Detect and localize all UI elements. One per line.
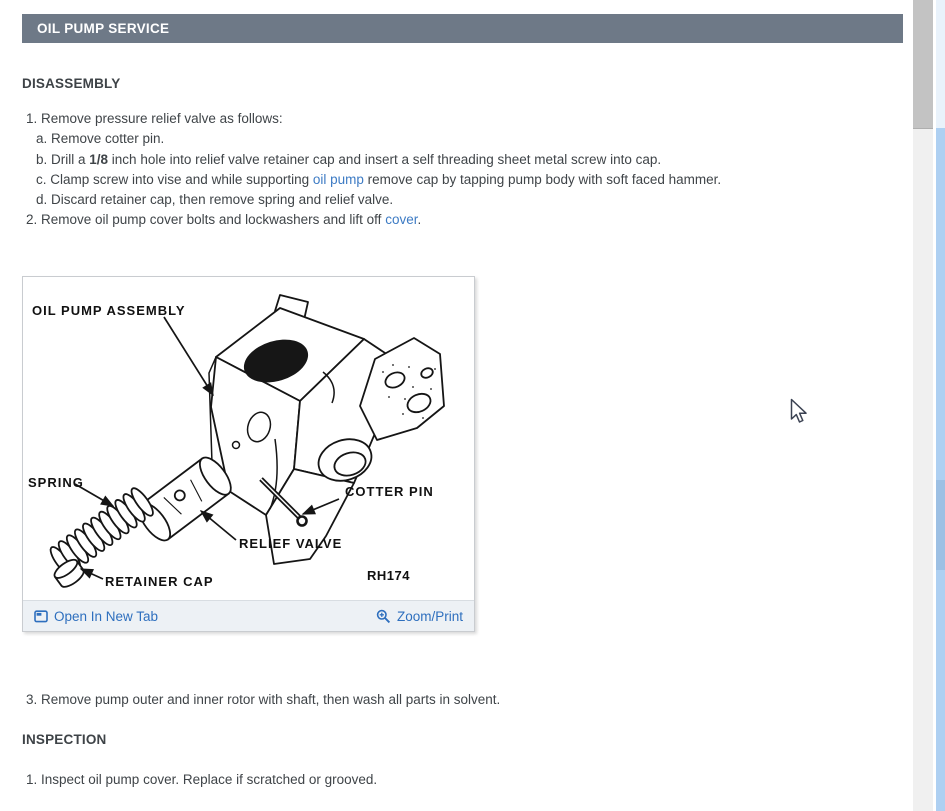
section-header-bar	[22, 14, 903, 43]
label-relief-valve: RELIEF VALVE	[239, 536, 343, 551]
label-retainer-cap: RETAINER CAP	[105, 574, 214, 589]
label-cotter-pin: COTTER PIN	[345, 484, 434, 499]
step-1c: c. Clamp screw into vise and while supporting oil pump remove cap by tapping pump body with soft faced hammer.	[36, 171, 722, 187]
disassembly-steps	[26, 109, 721, 231]
zoom-print-label: Zoom/Print	[396, 608, 463, 624]
disassembly-heading: DISASSEMBLY	[22, 76, 121, 91]
step-3: 3. Remove pump outer and inner rotor with shaft, then wash all parts in solvent.	[26, 692, 501, 707]
arrow-cursor	[790, 398, 810, 426]
inspection-step-1: 1. Inspect oil pump cover. Replace if scratched or grooved.	[26, 772, 378, 787]
open-in-new-tab-label: Open In New Tab	[54, 608, 159, 624]
label-oil-pump-assembly: OIL PUMP ASSEMBLY	[32, 303, 186, 318]
oil-pump-link[interactable]: oil pump	[312, 171, 364, 187]
fraction-bold: 1/8	[89, 151, 109, 167]
step-1a: a. Remove cotter pin.	[36, 131, 165, 147]
step-2: 2. Remove oil pump cover bolts and lockwashers and lift off cover.	[26, 212, 422, 228]
magnifier-plus-icon	[376, 609, 391, 624]
oil-pump-diagram-image	[23, 277, 474, 600]
zoom-print-link[interactable]	[376, 609, 463, 624]
page-title: OIL PUMP SERVICE	[37, 21, 170, 36]
step-1d: d. Discard retainer cap, then remove spring and relief valve.	[36, 192, 394, 208]
vertical-scrollbar-track[interactable]	[913, 0, 933, 811]
vertical-scrollbar-thumb[interactable]	[913, 0, 933, 129]
step-1b: b. Drill a 1/8 inch hole into relief valve retainer cap and insert a self threading sheet metal screw into cap.	[36, 151, 662, 167]
label-spring: SPRING	[28, 475, 84, 490]
label-figure-reference: RH174	[367, 568, 410, 583]
open-in-new-tab-icon	[34, 609, 48, 623]
cover-link[interactable]: cover	[385, 212, 418, 228]
open-in-new-tab-link[interactable]	[34, 609, 158, 624]
step-1: 1. Remove pressure relief valve as follows:	[26, 111, 283, 126]
outer-window-scrollbar[interactable]	[936, 0, 945, 811]
figure-toolbar	[23, 600, 474, 631]
inspection-heading: INSPECTION	[22, 732, 107, 747]
oil-pump-figure	[22, 276, 475, 632]
